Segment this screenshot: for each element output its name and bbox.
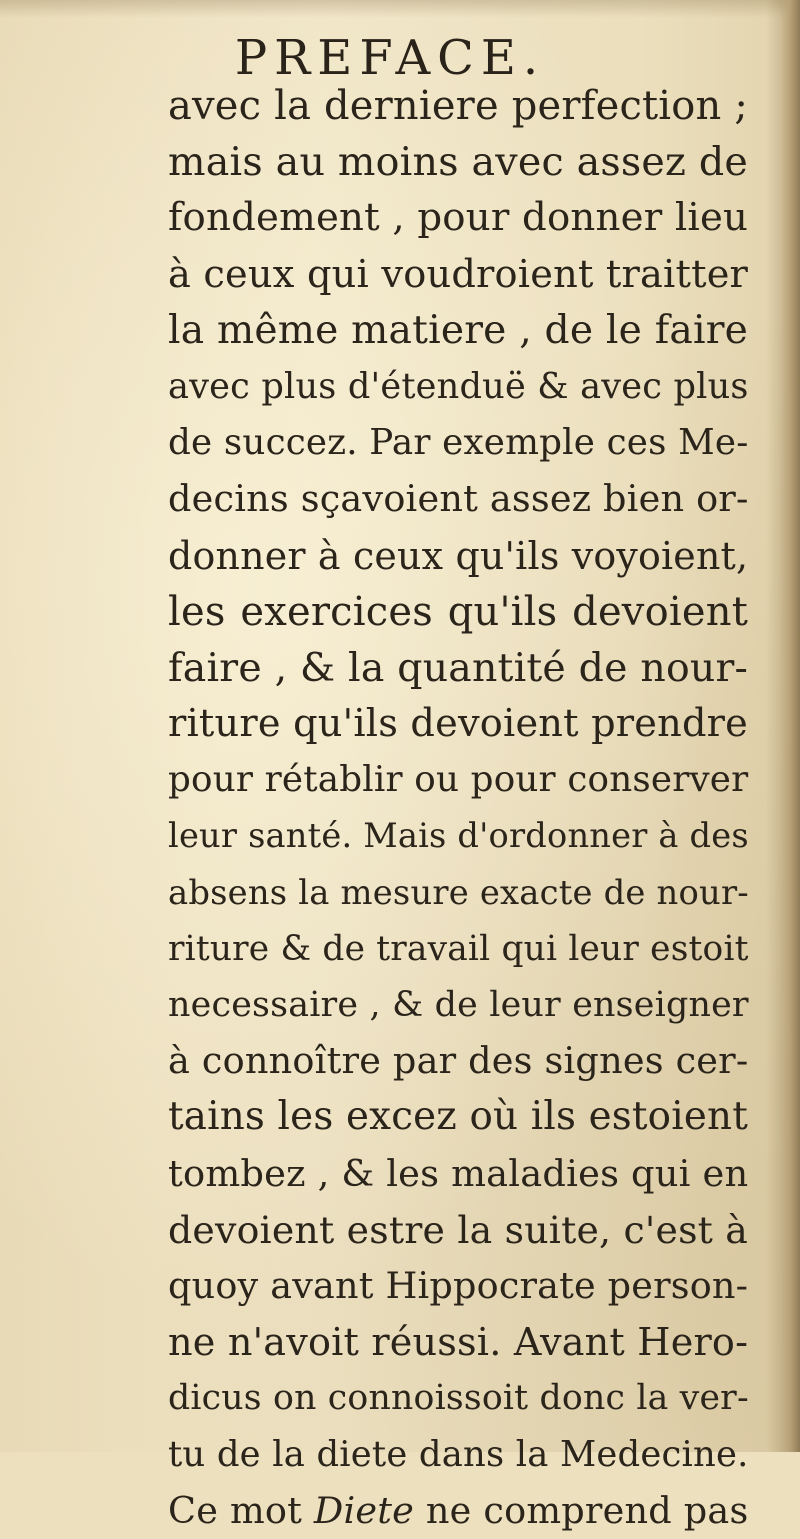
- text-line: les exercices qu'ils devoient: [168, 588, 748, 635]
- text-line: absens la mesure exacte de nour-: [168, 872, 749, 912]
- text-line-last: [168, 1483, 748, 1539]
- text-line: pour rétablir ou pour conserver: [168, 759, 749, 801]
- text-line: decins sçavoient assez bien or-: [168, 477, 749, 521]
- text-line: tombez , & les maladies qui en: [168, 1151, 749, 1195]
- text-line: faire , & la quantité de nour-: [168, 644, 748, 691]
- text-line: ne n'avoit réussi. Avant Hero-: [168, 1320, 749, 1365]
- text-line: à connoître par des signes cer-: [168, 1039, 749, 1083]
- text-line: mais au moins avec assez de: [168, 139, 748, 186]
- text-line: tu de la diete dans la Medecine.: [168, 1433, 749, 1475]
- text-segment: Ce mot: [168, 1488, 314, 1532]
- text-line: la même matiere , de le faire: [168, 307, 749, 353]
- text-line: à ceux qui voudroient traitter: [168, 251, 749, 297]
- page-right-edge: [766, 0, 800, 1452]
- body-text: [168, 78, 748, 1539]
- running-title: PREFACE.: [234, 30, 546, 86]
- text-line: avec la derniere perfection ;: [168, 83, 748, 129]
- text-line: riture & de travail qui leur estoit: [168, 928, 749, 969]
- page-top-shadow: [0, 0, 800, 18]
- text-line: devoient estre la suite, c'est à: [168, 1207, 749, 1252]
- text-segment: ne comprend pas: [414, 1488, 749, 1532]
- text-line: donner à ceux qu'ils voyoient,: [168, 533, 749, 578]
- text-line: fondement , pour donner lieu: [168, 195, 749, 241]
- text-line: necessaire , & de leur enseigner: [168, 985, 749, 1025]
- text-line: leur santé. Mais d'ordonner à des: [168, 816, 749, 856]
- text-line: de succez. Par exemple ces Me-: [168, 422, 749, 464]
- text-line: dicus on connoissoit donc la ver-: [168, 1378, 749, 1419]
- text-line: tains les excez où ils estoient: [168, 1094, 748, 1140]
- text-line: avec plus d'étenduë & avec plus: [168, 365, 749, 407]
- text-line: riture qu'ils devoient prendre: [168, 701, 748, 747]
- text-line: quoy avant Hippocrate person-: [168, 1263, 749, 1307]
- italic-word: Diete: [313, 1488, 415, 1532]
